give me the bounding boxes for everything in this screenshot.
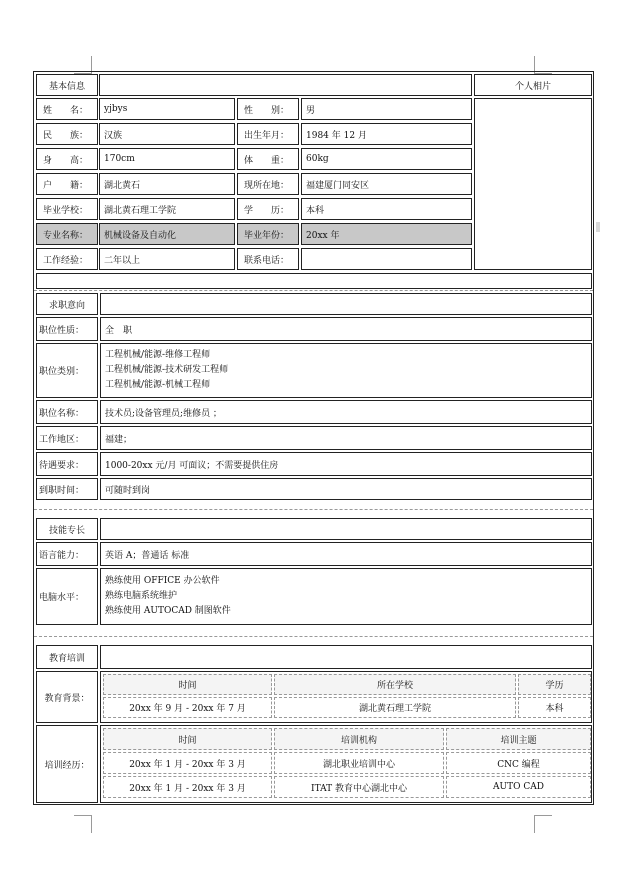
field-label: 职位名称： xyxy=(36,400,98,424)
field-value: 二年以上 xyxy=(99,248,235,270)
table-cell: 湖北职业培训中心 xyxy=(274,752,444,774)
field-value: 机械设备及自动化 xyxy=(99,223,235,245)
field-label: 民 族： xyxy=(36,123,98,145)
field-label: 工作地区： xyxy=(36,426,98,450)
table-cell: 20xx 年 1 月 - 20xx 年 3 月 xyxy=(103,776,272,798)
section-title-skills: 技能专长 xyxy=(36,518,98,540)
value-line: 工程机械/能源-机械工程师 xyxy=(105,380,211,390)
field-value: 英语 A；普通话 标准 xyxy=(100,542,592,566)
field-label: 身 高： xyxy=(36,148,98,170)
section-title-bar xyxy=(99,74,472,96)
photo-label: 个人相片 xyxy=(474,74,592,96)
section-title-job: 求职意向 xyxy=(36,293,98,315)
crop-mark xyxy=(74,815,92,816)
field-value: 本科 xyxy=(301,198,472,220)
field-label: 现所在地： xyxy=(237,173,299,195)
table-header-cell: 时间 xyxy=(103,728,272,750)
field-value: 1000-20xx 元/月 可面议；不需要提供住房 xyxy=(100,452,592,476)
section-title-bar xyxy=(100,645,592,669)
table-cell: 20xx 年 9 月 - 20xx 年 7 月 xyxy=(103,697,272,718)
section-divider xyxy=(34,290,593,291)
table-cell: ITAT 教育中心湖北中心 xyxy=(274,776,444,798)
field-label: 性 别： xyxy=(237,98,299,120)
value-line: 熟练使用 AUTOCAD 制图软件 xyxy=(105,606,231,616)
table-header-cell: 培训机构 xyxy=(274,728,444,750)
field-label: 出生年月： xyxy=(237,123,299,145)
field-value: 170cm xyxy=(99,148,235,170)
value-line: 工程机械/能源-维修工程师 xyxy=(105,350,211,360)
field-value: yjbys xyxy=(99,98,235,120)
field-label: 联系电话： xyxy=(237,248,299,270)
section-divider xyxy=(34,636,593,637)
field-value: 全 职 xyxy=(100,317,592,341)
field-value: 60kg xyxy=(301,148,472,170)
section-title-bar xyxy=(100,293,592,315)
table-header-cell: 时间 xyxy=(103,674,272,695)
table-cell: 20xx 年 1 月 - 20xx 年 3 月 xyxy=(103,752,272,774)
section-spacer xyxy=(36,273,592,289)
field-value: 1984 年 12 月 xyxy=(301,123,472,145)
table-header-cell: 所在学校 xyxy=(274,674,516,695)
field-value-multiline xyxy=(100,343,592,398)
field-value: 汉族 xyxy=(99,123,235,145)
crop-mark xyxy=(534,815,535,833)
crop-mark xyxy=(91,815,92,833)
field-label: 职位性质： xyxy=(36,317,98,341)
field-label: 工作经验： xyxy=(36,248,98,270)
field-value xyxy=(301,248,472,270)
field-value: 可随时到岗 xyxy=(100,478,592,500)
photo-placeholder xyxy=(474,98,592,270)
crop-mark xyxy=(534,815,552,816)
field-label: 体 重： xyxy=(237,148,299,170)
field-label: 姓 名： xyxy=(36,98,98,120)
value-line: 熟练电脑系统维护 xyxy=(105,591,178,601)
scroll-marker xyxy=(596,222,600,232)
field-label: 待遇要求： xyxy=(36,452,98,476)
field-label: 专业名称： xyxy=(36,223,98,245)
field-value: 湖北黄石理工学院 xyxy=(99,198,235,220)
field-label: 语言能力： xyxy=(36,542,98,566)
field-label: 电脑水平： xyxy=(36,568,98,625)
section-title-bar xyxy=(100,518,592,540)
section-divider xyxy=(34,509,593,510)
table-cell: AUTO CAD xyxy=(446,776,591,798)
field-label: 户 籍： xyxy=(36,173,98,195)
training-label: 培训经历： xyxy=(36,725,98,803)
field-value: 湖北黄石 xyxy=(99,173,235,195)
field-label: 毕业年份： xyxy=(237,223,299,245)
table-cell: 本科 xyxy=(518,697,591,718)
field-label: 学 历： xyxy=(237,198,299,220)
table-cell: 湖北黄石理工学院 xyxy=(274,697,516,718)
education-background-label: 教育背景： xyxy=(36,671,98,723)
field-value: 技术员;设备管理员;维修员 ； xyxy=(100,400,592,424)
table-header-cell: 学历 xyxy=(518,674,591,695)
field-value: 男 xyxy=(301,98,472,120)
field-label: 毕业学校： xyxy=(36,198,98,220)
value-line: 工程机械/能源-技术研发工程师 xyxy=(105,365,229,375)
field-value: 福建； xyxy=(100,426,592,450)
field-value-multiline xyxy=(100,568,592,625)
value-line: 熟练使用 OFFICE 办公软件 xyxy=(105,576,220,586)
field-value: 20xx 年 xyxy=(301,223,472,245)
section-title-basic: 基本信息 xyxy=(36,74,98,96)
field-value: 福建厦门同安区 xyxy=(301,173,472,195)
field-label: 到职时间： xyxy=(36,478,98,500)
table-header-cell: 培训主题 xyxy=(446,728,591,750)
table-cell: CNC 编程 xyxy=(446,752,591,774)
section-title-education: 教育培训 xyxy=(36,645,98,669)
field-label: 职位类别： xyxy=(36,343,98,398)
